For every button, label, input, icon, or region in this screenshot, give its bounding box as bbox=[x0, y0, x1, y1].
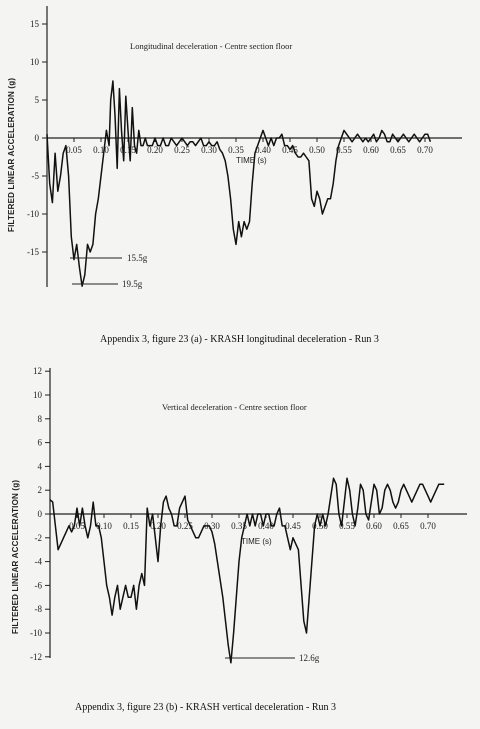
y-axis-label: FILTERED LINEAR ACCELERATION (g) bbox=[7, 77, 16, 232]
y-tick-label: -15 bbox=[27, 247, 39, 257]
x-tick-label: 0.15 bbox=[120, 145, 136, 155]
y-tick-label: 15 bbox=[30, 19, 39, 29]
x-tick-label: 0.30 bbox=[201, 145, 217, 155]
x-tick-label: 0.40 bbox=[258, 521, 274, 531]
y-tick-label: -6 bbox=[34, 580, 42, 591]
vertical-chart bbox=[11, 366, 467, 713]
y-tick-label: 5 bbox=[34, 95, 39, 105]
x-tick-label: 0.20 bbox=[150, 521, 166, 531]
chart-title: Vertical deceleration - Centre section floor bbox=[162, 402, 307, 412]
y-tick-label: 10 bbox=[33, 390, 42, 400]
figure-caption: Appendix 3, figure 23 (a) - KRASH longitudinal deceleration - Run 3 bbox=[100, 334, 379, 345]
x-tick-label: 0.60 bbox=[363, 145, 379, 155]
x-axis-label: TIME (s) bbox=[241, 537, 272, 546]
x-tick-label: 0.25 bbox=[174, 145, 190, 155]
x-tick-label: 0.45 bbox=[282, 145, 298, 155]
x-tick-label: 0.35 bbox=[231, 521, 247, 531]
y-tick-label: 0 bbox=[34, 133, 39, 143]
x-tick-label: 0.70 bbox=[420, 521, 436, 531]
y-tick-label: -4 bbox=[34, 556, 42, 567]
x-tick-label: 0.70 bbox=[417, 145, 433, 155]
x-tick-label: 0.10 bbox=[93, 145, 109, 155]
x-tick-label: 0.30 bbox=[204, 521, 220, 531]
y-axis-label: FILTERED LINEAR ACCELERATION (g) bbox=[11, 479, 20, 634]
y-tick-label: 2 bbox=[37, 485, 42, 496]
annotation-label: 12.6g bbox=[299, 653, 320, 663]
x-tick-label: 0.15 bbox=[123, 521, 139, 531]
y-tick-label: 4 bbox=[37, 461, 42, 472]
y-tick-label: -10 bbox=[27, 209, 39, 219]
longitudinal-chart bbox=[7, 6, 462, 345]
y-ticks bbox=[27, 19, 47, 257]
x-tick-label: 0.05 bbox=[69, 521, 85, 531]
y-tick-label: -8 bbox=[34, 604, 42, 615]
y-tick-label: 12 bbox=[33, 366, 42, 377]
y-tick-label: 0 bbox=[37, 509, 42, 519]
x-tick-label: 0.50 bbox=[312, 521, 328, 531]
figure-caption: Appendix 3, figure 23 (b) - KRASH vertical deceleration - Run 3 bbox=[75, 702, 337, 713]
annotation-label: 19.5g bbox=[122, 279, 143, 289]
x-tick-label: 0.20 bbox=[147, 145, 163, 155]
x-tick-label: 0.50 bbox=[309, 145, 325, 155]
y-tick-label: 10 bbox=[30, 57, 39, 67]
x-tick-label: 0.40 bbox=[255, 145, 271, 155]
x-tick-label: 0.10 bbox=[96, 521, 112, 531]
x-tick-label: 0.35 bbox=[228, 145, 244, 155]
x-tick-label: 0.45 bbox=[285, 521, 301, 531]
series-line bbox=[47, 81, 430, 286]
x-tick-label: 0.65 bbox=[393, 521, 409, 531]
y-tick-label: -10 bbox=[30, 628, 42, 638]
y-ticks bbox=[30, 366, 50, 662]
y-tick-label: 8 bbox=[37, 413, 42, 424]
annotation-label: 15.5g bbox=[127, 253, 148, 263]
x-tick-label: 0.05 bbox=[66, 145, 82, 155]
x-tick-label: 0.25 bbox=[177, 521, 193, 531]
y-tick-label: -2 bbox=[34, 532, 42, 543]
x-tick-label: 0.55 bbox=[339, 521, 355, 531]
series-line bbox=[50, 478, 444, 663]
x-tick-label: 0.55 bbox=[336, 145, 352, 155]
x-ticks bbox=[66, 138, 433, 155]
x-tick-label: 0.65 bbox=[390, 145, 406, 155]
y-tick-label: 6 bbox=[37, 437, 42, 448]
y-tick-label: -5 bbox=[31, 171, 39, 181]
x-axis-label: TIME (s) bbox=[236, 156, 267, 165]
y-tick-label: -12 bbox=[30, 651, 42, 662]
chart-title: Longitudinal deceleration - Centre section floor bbox=[130, 41, 293, 51]
x-tick-label: 0.60 bbox=[366, 521, 382, 531]
